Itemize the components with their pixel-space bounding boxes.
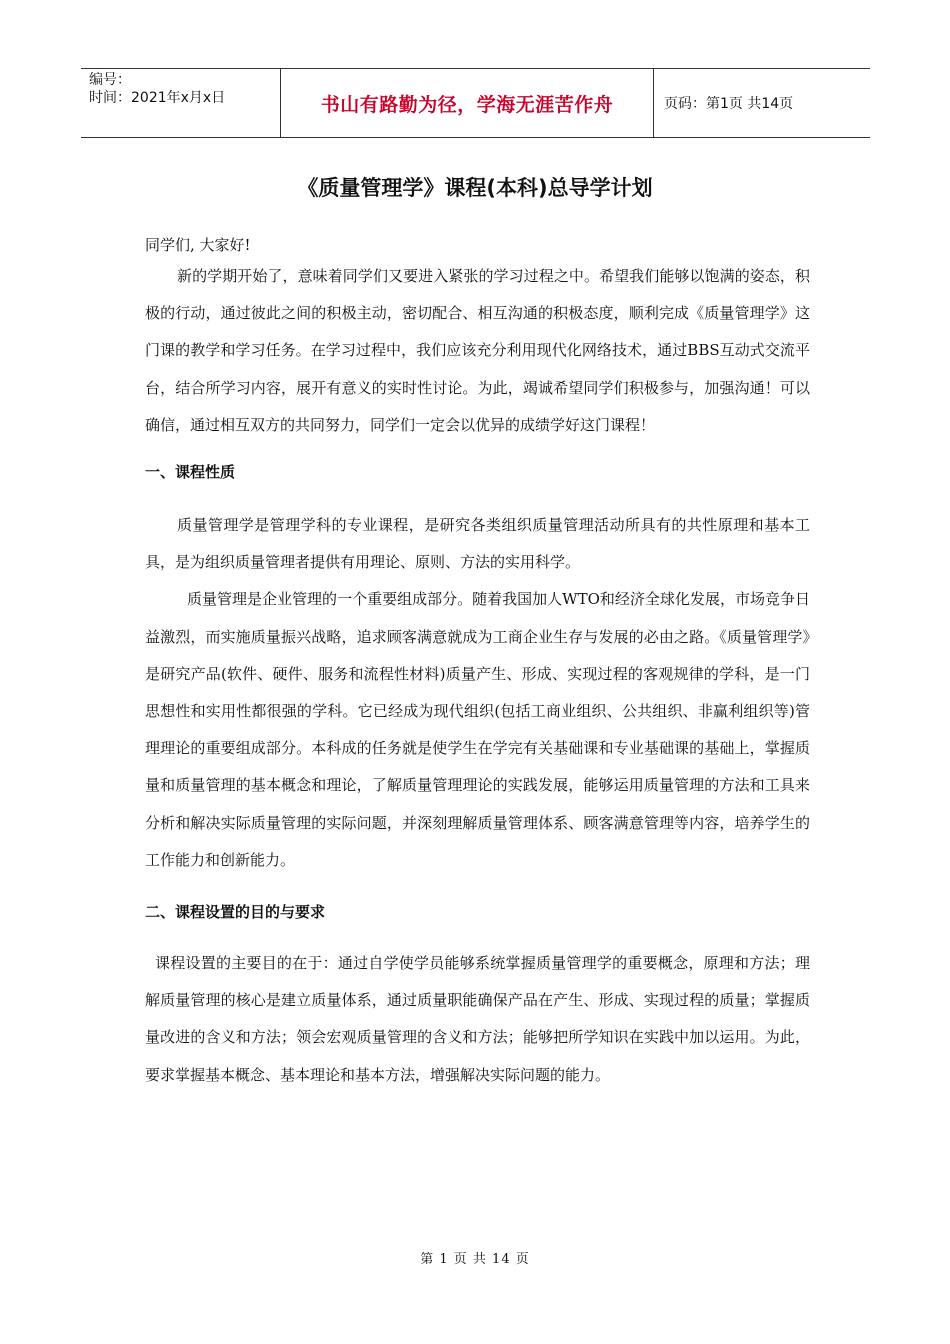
- section2-paragraph-1: 课程设置的主要目的在于：通过自学使学员能够系统掌握质量管理学的重要概念，原理和方法；理解质量管理的核心是建立质量体系，通过质量职能确保产品在产生、形成、实现过程的质量；掌握质量改进的含义和方法；领会宏观质量管理的含义和方法；能够把所学知识在实践中加以运用。为此，要求掌握基本概念、基本理论和基本方法，增强解决实际问题的能力。: [145, 954, 810, 1084]
- section1-paragraph-1: 质量管理学是管理学科的专业课程，是研究各类组织质量管理活动所具有的共性原理和基本工具，是为组织质量管理者提供有用理论、原则、方法的实用科学。: [145, 516, 810, 572]
- header-meta: [81, 69, 281, 137]
- header-page-label: 页码：第1页 共14页: [664, 96, 794, 112]
- time-label: 时间：2021年x月x日: [89, 90, 226, 106]
- section1-paragraph-2: 质量管理是企业管理的一个重要组成部分。随着我国加人WTO和经济全球化发展，市场竞争日益激烈，而实施质量振兴战略，追求顾客满意就成为工商企业生存与发展的必由之路。《质量管理学》是研究产品(软件、硬件、服务和流程性材料)质量产生、形成、实现过程的客观规律的学科，是一门思想性和实用性都很强的学科。它已经成为现代组织(包括工商业组织、公共组织、非赢利组织等)管理理论的重要组成部分。本科成的任务就是使学生在学完有关基础课和专业基础课的基础上，掌握质量和质量管理的基本概念和理论，了解质量管理理论的实践发展，能够运用质量管理的方法和工具来分析和解决实际质量管理的实际问题，并深刻理解质量管理体系、顾客满意管理等内容，培养学生的工作能力和创新能力。: [145, 590, 810, 869]
- greeting: 同学们, 大家好!: [145, 236, 251, 254]
- document-body: [145, 232, 810, 1094]
- page-footer: 第 1 页 共 14 页: [420, 1252, 530, 1267]
- header-table: [81, 68, 870, 138]
- header-motto: 书山有路勤为径，学海无涯苦作舟: [281, 69, 654, 137]
- intro-paragraph: 新的学期开始了，意味着同学们又要进入紧张的学习过程之中。希望我们能够以饱满的姿态，积极的行动，通过彼此之间的积极主动，密切配合、相互沟通的积极态度，顺利完成《质量管理学》这门课的教学和学习任务。在学习过程中，我们应该充分利用现代化网络技术，通过BBS互动式交流平台，结合所学习内容，展开有意义的实时性讨论。为此，竭诚希望同学们积极参与，加强沟通！可以确信，通过相互双方的共同努力，同学们一定会以优异的成绩学好这门课程！: [145, 267, 810, 434]
- section1-heading: 一、课程性质: [145, 463, 236, 482]
- document-title: 《质量管理学》课程(本科)总导学计划: [297, 176, 653, 200]
- section2-heading: 二、课程设置的目的与要求: [145, 903, 326, 922]
- code-label: 编号：: [89, 72, 131, 88]
